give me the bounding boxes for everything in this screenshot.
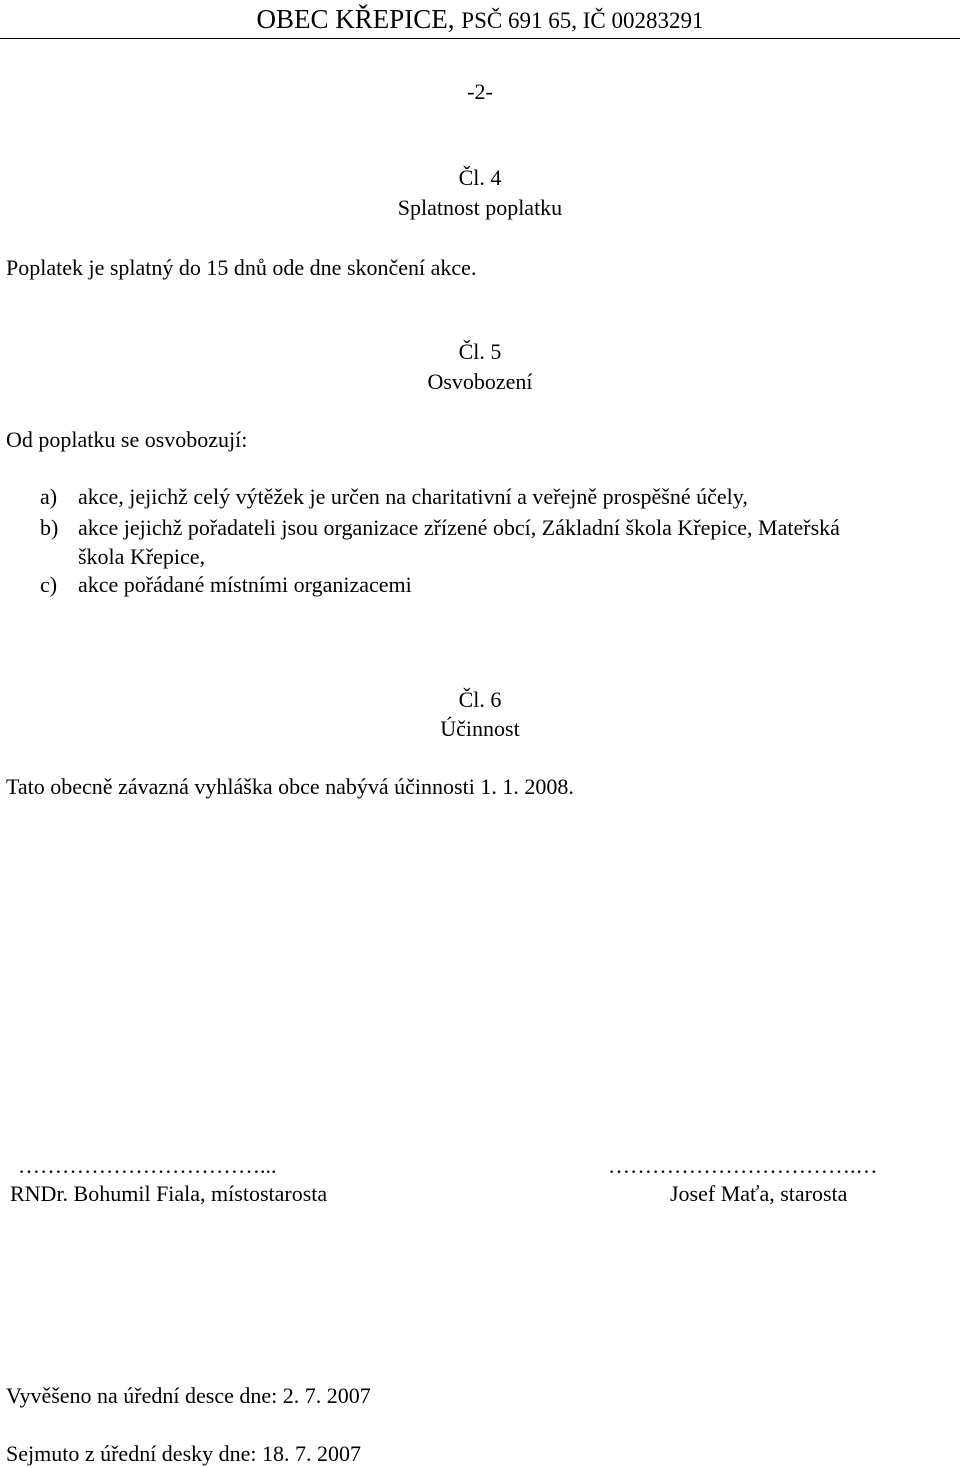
header-divider <box>0 38 960 39</box>
signature-line-right: …………………………….… <box>608 1153 878 1178</box>
article-6-text: Tato obecně závazná vyhláška obce nabývá účinnosti 1. 1. 2008. <box>6 774 574 799</box>
page-number: -2- <box>467 79 493 104</box>
posted-date: Vyvěšeno na úřední desce dne: 2. 7. 2007 <box>6 1383 371 1408</box>
list-item-continuation: škola Křepice, <box>78 544 206 569</box>
list-item: akce, jejichž celý výtěžek je určen na charitativní a veřejně prospěšné účely, <box>78 484 748 509</box>
article-4-number: Čl. 4 <box>458 165 502 190</box>
article-5-number: Čl. 5 <box>458 339 502 364</box>
article-6-title: Účinnost <box>440 716 520 741</box>
article-5-intro: Od poplatku se osvobozují: <box>6 427 248 452</box>
article-4-text: Poplatek je splatný do 15 dnů ode dne skončení akce. <box>6 255 477 280</box>
signatory-deputy-mayor: RNDr. Bohumil Fiala, místostarosta <box>10 1181 328 1206</box>
list-item-marker: a) <box>40 484 58 509</box>
municipality-name: OBEC KŘEPICE, <box>256 4 455 34</box>
signatory-mayor: Josef Maťa, starosta <box>670 1181 848 1206</box>
article-4-title: Splatnost poplatku <box>397 195 563 220</box>
signature-line-left: ……………………………... <box>18 1153 277 1178</box>
municipality-details: PSČ 691 65, IČ 00283291 <box>461 8 704 33</box>
list-item-marker: c) <box>40 572 58 597</box>
article-5-title: Osvobození <box>427 369 533 394</box>
list-item: akce pořádané místními organizacemi <box>78 572 412 597</box>
article-6-number: Čl. 6 <box>458 687 502 712</box>
removed-date: Sejmuto z úřední desky dne: 18. 7. 2007 <box>6 1441 362 1466</box>
list-item-marker: b) <box>40 515 59 540</box>
list-item: akce jejichž pořadateli jsou organizace zřízené obcí, Základní škola Křepice, Mateřská <box>78 515 840 540</box>
document-header <box>0 2 960 38</box>
